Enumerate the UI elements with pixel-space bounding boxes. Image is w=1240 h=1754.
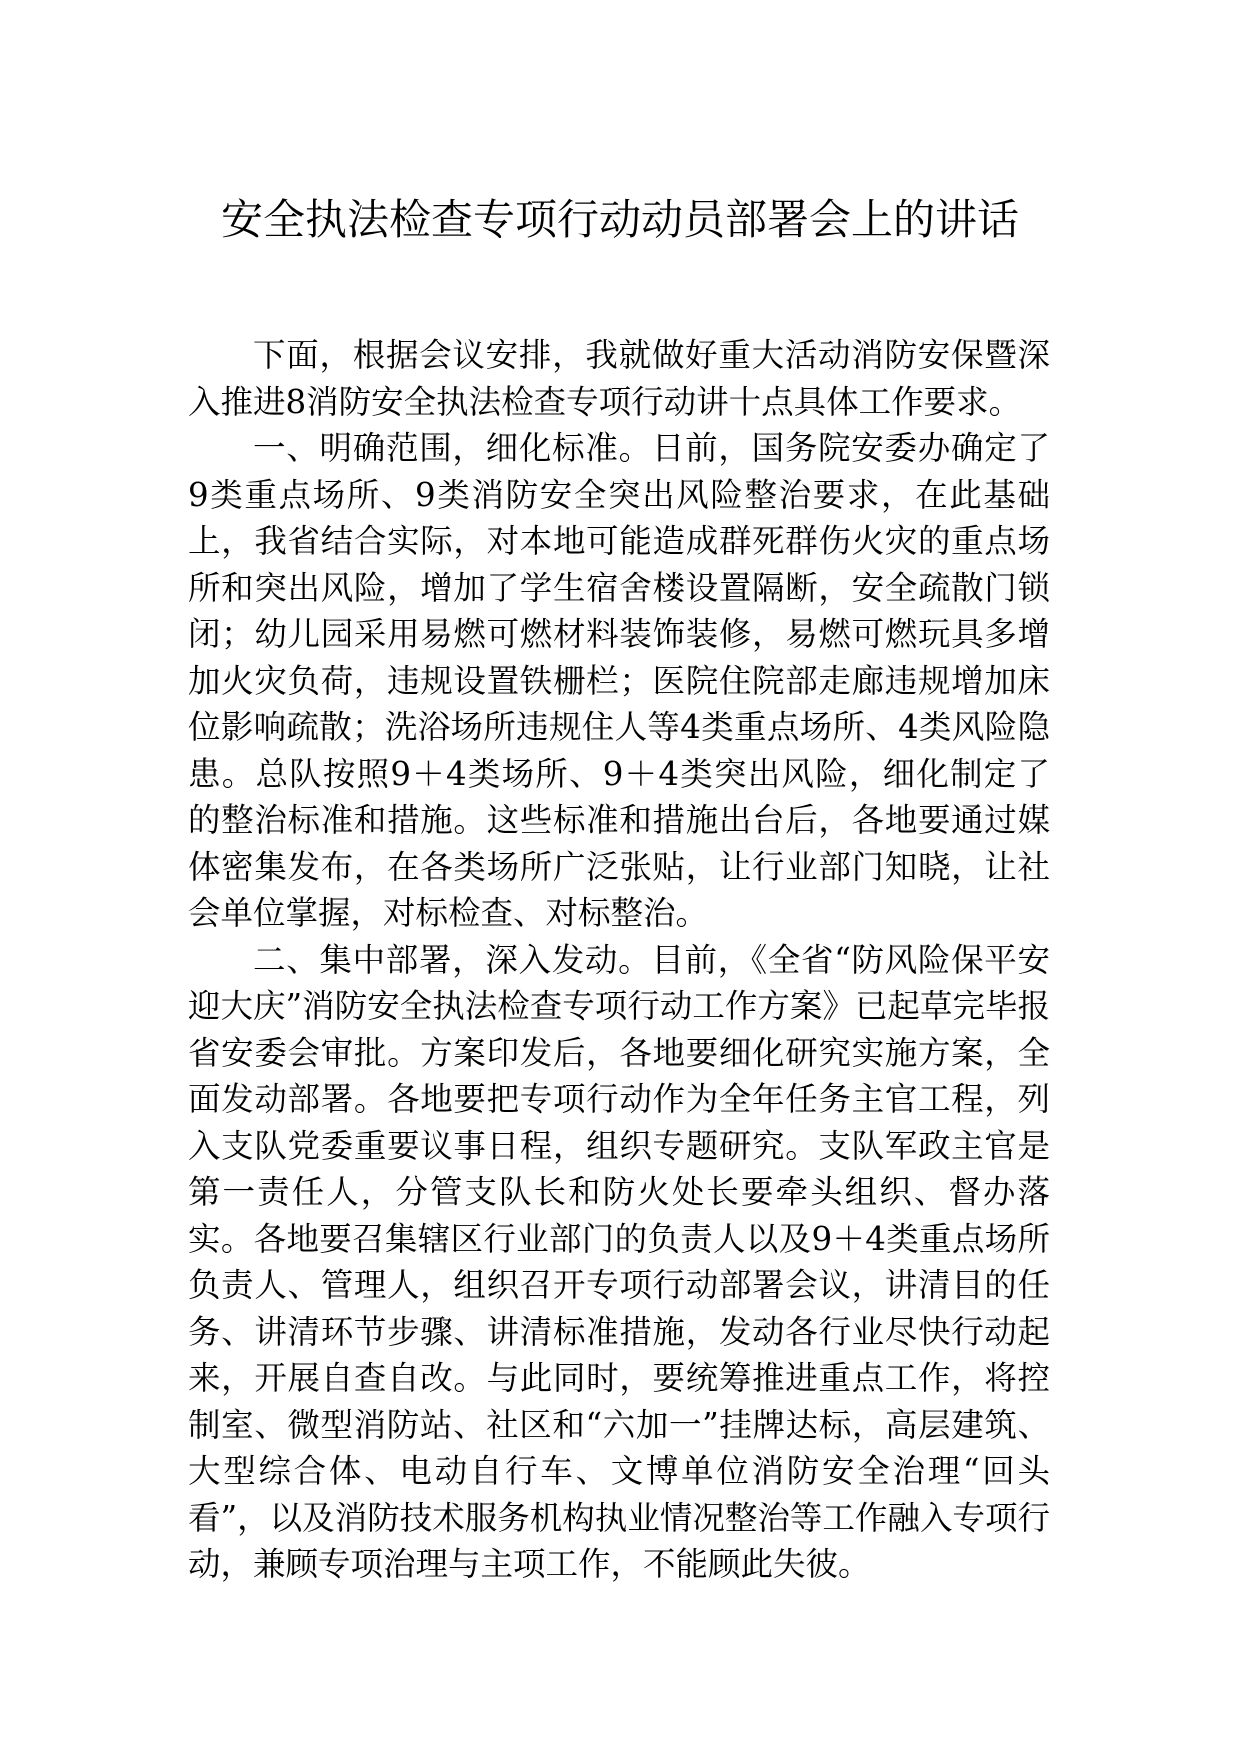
document-title: 安全执法检查专项行动动员部署会上的讲话 [220,195,1019,244]
paragraph-intro: 下面，根据会议安排，我就做好重大活动消防安保暨深入推进8消防安全执法检查专项行动讲十点具体工作要求。 [188,336,1050,421]
document-body [188,332,1050,1588]
paragraph-section-2: 二、集中部署，深入发动。目前，《全省“防风险保平安迎大庆”消防安全执法检查专项行动工作方案》已起草完毕报省安委会审批。方案印发后，各地要细化研究实施方案，全面发动部署。各地要把专项行动作为全年任务主官工程，列入支队党委重要议事日程，组织专题研究。支队军政主官是第一责任人，分管支队长和防火处长要牵头组织、督办落实。各地要召集辖区行业部门的负责人以及9＋4类重点场所负责人、管理人，组织召开专项行动部署会议，讲清目的任务、讲清环节步骤、讲清标准措施，发动各行业尽快行动起来，开展自查自改。与此同时，要统筹推进重点工作，将控制室、微型消防站、社区和“六加一”挂牌达标，高层建筑、大型综合体、电动自行车、文博单位消防安全治理“回头看”，以及消防技术服务机构执业情况整治等工作融入专项行动，兼顾专项治理与主项工作，不能顾此失彼。 [188,940,1050,1583]
paragraph-section-1: 一、明确范围，细化标准。日前，国务院安委办确定了9类重点场所、9类消防安全突出风险整治要求，在此基础上，我省结合实际，对本地可能造成群死群伤火灾的重点场所和突出风险，增加了学生宿舍楼设置隔断，安全疏散门锁闭；幼儿园采用易燃可燃材料装饰装修，易燃可燃玩具多增加火灾负荷，违规设置铁栅栏；医院住院部走廊违规增加床位影响疏散；洗浴场所违规住人等4类重点场所、4类风险隐患。总队按照9＋4类场所、9＋4类突出风险，细化制定了的整治标准和措施。这些标准和措施出台后，各地要通过媒体密集发布，在各类场所广泛张贴，让行业部门知晓，让社会单位掌握，对标检查、对标整治。 [188,429,1050,932]
